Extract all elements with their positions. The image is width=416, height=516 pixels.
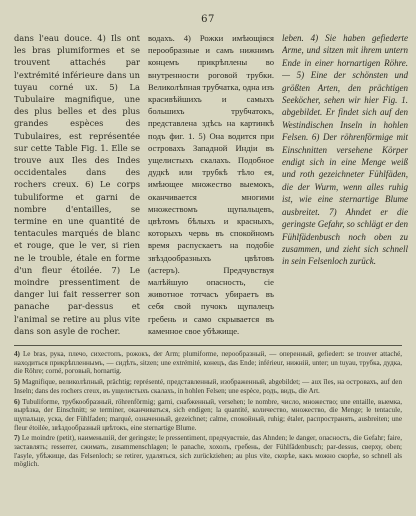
german-column (282, 32, 408, 338)
text-columns (14, 32, 408, 338)
page-number: 67 (201, 14, 215, 25)
french-text: dans l'eau douce. 4) Ils ont les bras plumiformes et se trouvent attachés par l'extrémité inférieure dans un tuyau corné ux. 5) La Tubulaire magnifique, une des plus belles et des plus grandes espèces des Tubulaires, est représentée sur cette Table Fig. 1. Elle se trouve aux Iles des Indes occidentales dans des rochers creux. 6) Le corps tubuliforme et garni de nombre d'entailles, se termine en une quantité de tentacules marqués de blanc et rouge, que le ver, si rien ne le trouble, étale en forme d'un fleur étoilée. 7) Le moindre pressentiment de danger lui fait resserrer son panache par-dessus et l'animal se retire au plus vite dans son asyle de rocher. (14, 33, 140, 336)
footnote: 6) Tubuliforme, трубкообразный, röhrenförmig; garni, снабженный, versehen; le nombre, число, множество; une entaille, выемка, вырѣзка, der Einschnitt; se terminer, оканчиваться, sich endigen; la quantité, количество, множество, die Menge; le tentacule, щупальце, уска, der Fühlfaden; marqué, означенный, gezeichnet; calme, спокойный, ruhig; étaler, распространять, ausbreiten; une fleur étoilée, звѣздообразный цвѣтокъ, eine sternartige Blume. (14, 397, 402, 432)
russian-text: водахъ. 4) Рожки имѣющіяся перообразные и самъ нижнимъ концемъ прикрѣплены во внутренности роговой трубки. Великолѣпная трубчатка, одна изъ красивѣйшихъ и самыхъ большихъ трубчатокъ, представлена здѣсь на картинкѣ подъ фиг. 1. 5) Она водится при островахъ Западной Индіи въ ущелистыхъ скалахъ. Подобное дудкѣ или трубкѣ тѣло ея, имѣющее множество выемокъ, оканчивается многими множествомъ щупальцевъ, цвѣтомъ бѣлыхъ и красныхъ, которыхъ червь въ спокойномъ время распускаетъ на подобіе звѣздообразныхъ цвѣтовъ (астеръ). Предчувствуя малѣйшую опасность, сіе животное тотчасъ убираетъ въ себя свой пучокъ щупалецъ гребень и само скрывается въ каменное свое убѣжище. (148, 33, 274, 336)
footnote: 4) Le bras, рука, плечо, сихестопъ, рожокъ, der Arm; plumiforme, перообразный, — оперенный, gefiedert: se trouver attaché, находиться прикрѣпленнымъ, — сидѣть, sitzen; une extrémité, конецъ, das Ende; inférieur, нижній, unter; un tuyau, трубка, дудка, die Röhre; corné, роговый, hornartig. (14, 350, 402, 376)
footnote-divider (14, 345, 402, 346)
footnote: 7) Le moindre (petit), наименьшій, der geringste; le pressentiment, предчувствіе, das Ahnden; le danger, опасность, die Gefahr; faire, заставлять; resserrer, сжимать, zusammenschlagen; le panache, хохолъ, гребень, der Fühlfädenbusch; par-dessus, сверху, oben; l'asyle, убѣжище, das Felsenloch; se retirer, удаляться, sich zurückziehen; au plus vite, скорѣе, какъ можно скорѣе, so schnell als möglich. (14, 434, 402, 469)
footnotes (14, 350, 402, 510)
german-text: leben. 4) Sie haben gefiederte Arme, und sitzen mit ihrem untern Ende in einer hornartigen Röhre. — 5) Eine der schönsten und größten Arten, den prächtigen Seeköcher, sehen wir hier Fig. 1. abgebildet. Er findet sich auf den Westindischen Inseln in hohlen Felsen. 6) Der röhrenförmige mit Einschnitten versehene Körper endigt sich in eine Menge weiß und roth gezeichneter Fühlfäden, die der Wurm, wenn alles ruhig ist, wie eine sternartige Blume ausbreitet. 7) Ahndet er die geringste Gefahr, so schlägt er den Fühlfädenbusch noch oben zu zusammen, und zieht sich schnell in sein Felsenloch zurück. (282, 33, 408, 267)
footnote: 5) Magnifique, великолѣпный, prächtig; représenté, представленный, изображенный, abgebildet; — aux îles, на островахъ, auf den Inseln; dans des rochers creux, въ ущелистыхъ скалахъ, in hohlen Felsen; une espèce, родъ, видъ, die Art. (14, 378, 402, 395)
french-column (14, 32, 140, 338)
russian-column (148, 32, 274, 338)
